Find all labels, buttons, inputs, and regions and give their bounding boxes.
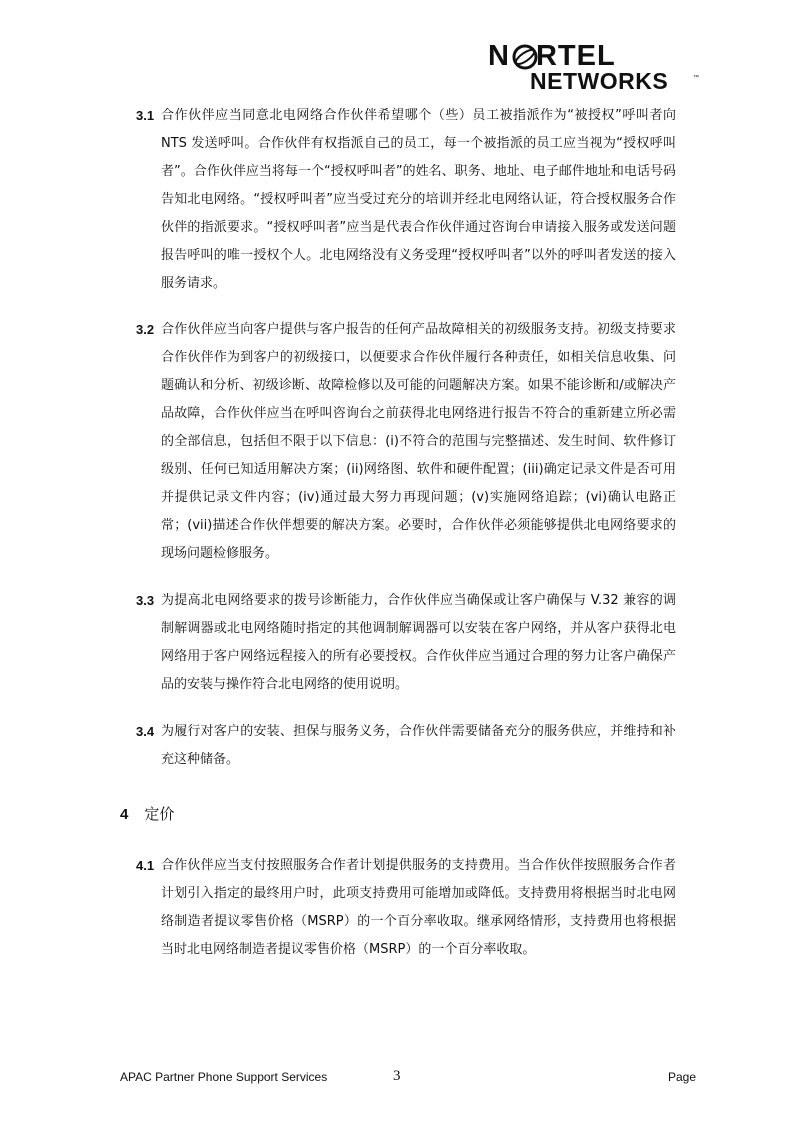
clause-number: 4.1 bbox=[136, 858, 155, 873]
clause-number: 3.2 bbox=[136, 322, 155, 337]
clause-text: 为提高北电网络要求的拨号诊断能力，合作伙伴应当确保或让客户确保与 V.32 兼容的调制解调器或北电网络随时指定的其他调制解调器可以安装在客户网络，并从客户获得北电网络用于客户网络远程接入的所有必要授权。合作伙伴应当通过合理的努力让客户确保产品的安装与操作符合北电网络的使用说明。 bbox=[161, 593, 676, 692]
clause-text: 合作伙伴应当同意北电网络合作伙伴希望哪个（些）员工被指派作为“被授权”呼叫者向 NTS 发送呼叫。合作伙伴有权指派自己的员工，每一个被指派的员工应当视为“授权呼叫者”。合作伙伴应当将每一个“授权呼叫者”的姓名、职务、地址、电子邮件地址和电话号码告知北电网络。“授权呼叫者”应当受过充分的培训并经北电网络认证，符合授权服务合作伙伴的指派要求。“授权呼叫者”应当是代表合作伙伴通过咨询台申请接入服务或发送问题报告呼叫的唯一授权个人。北电网络没有义务受理“授权呼叫者”以外的呼叫者发送的接入服务请求。 bbox=[161, 108, 676, 291]
clause-text: 合作伙伴应当支付按照服务合作者计划提供服务的支持费用。当合作伙伴按照服务合作者计划引入指定的最终用户时，此项支持费用可能增加或降低。支持费用将根据当时北电网络制造者提议零售价格（MSRP）的一个百分率收取。继承网络情形，支持费用也将根据当时北电网络制造者提议零售价格（MSRP）的一个百分率收取。 bbox=[161, 858, 676, 957]
footer-title: APAC Partner Phone Support Services bbox=[120, 1070, 328, 1084]
clause-3-4 bbox=[136, 718, 676, 774]
clause-number: 3.4 bbox=[136, 724, 155, 739]
logo-line2: NETWORKS bbox=[530, 68, 669, 94]
clause-text: 合作伙伴应当向客户提供与客户报告的任何产品故障相关的初级服务支持。初级支持要求合作伙伴作为到客户的初级接口，以便要求合作伙伴履行各种责任，如相关信息收集、问题确认和分析、初级诊断、故障检修以及可能的问题解决方案。如果不能诊断和/或解决产品故障，合作伙伴应当在呼叫咨询台之前获得北电网络进行报告不符合的重新建立所必需的全部信息，包括但不限于以下信息：(i)不符合的范围与完整描述、发生时间、软件修订级别、任何已知适用解决方案；(ii)网络图、软件和硬件配置；(iii)确定记录文件是否可用并提供记录文件内容；(iv)通过最大努力再现问题；(v)实施网络追踪；(vi)确认电路正常；(vii)描述合作伙伴想要的解决方案。必要时，合作伙伴必须能够提供北电网络要求的现场问题检修服务。 bbox=[161, 322, 676, 561]
footer-page-number: 3 bbox=[393, 1068, 401, 1084]
logo-trademark: ™ bbox=[693, 75, 699, 81]
footer-page-label: Page bbox=[668, 1070, 697, 1084]
clause-3-1 bbox=[136, 102, 676, 298]
nortel-networks-logo bbox=[488, 42, 702, 100]
clause-number: 3.1 bbox=[136, 108, 155, 123]
section-number: 4 bbox=[120, 806, 129, 823]
clause-text: 为履行对客户的安装、担保与服务义务，合作伙伴需要储备充分的服务供应，并维持和补充这种储备。 bbox=[161, 724, 676, 767]
clause-3-3 bbox=[136, 587, 676, 699]
logo-line1: N RTEL bbox=[488, 40, 616, 72]
section-title: 定价 bbox=[144, 805, 175, 823]
clause-number: 3.3 bbox=[136, 593, 155, 608]
clause-3-2 bbox=[136, 316, 676, 568]
section-heading bbox=[120, 800, 174, 829]
clause-4-1 bbox=[136, 852, 676, 964]
